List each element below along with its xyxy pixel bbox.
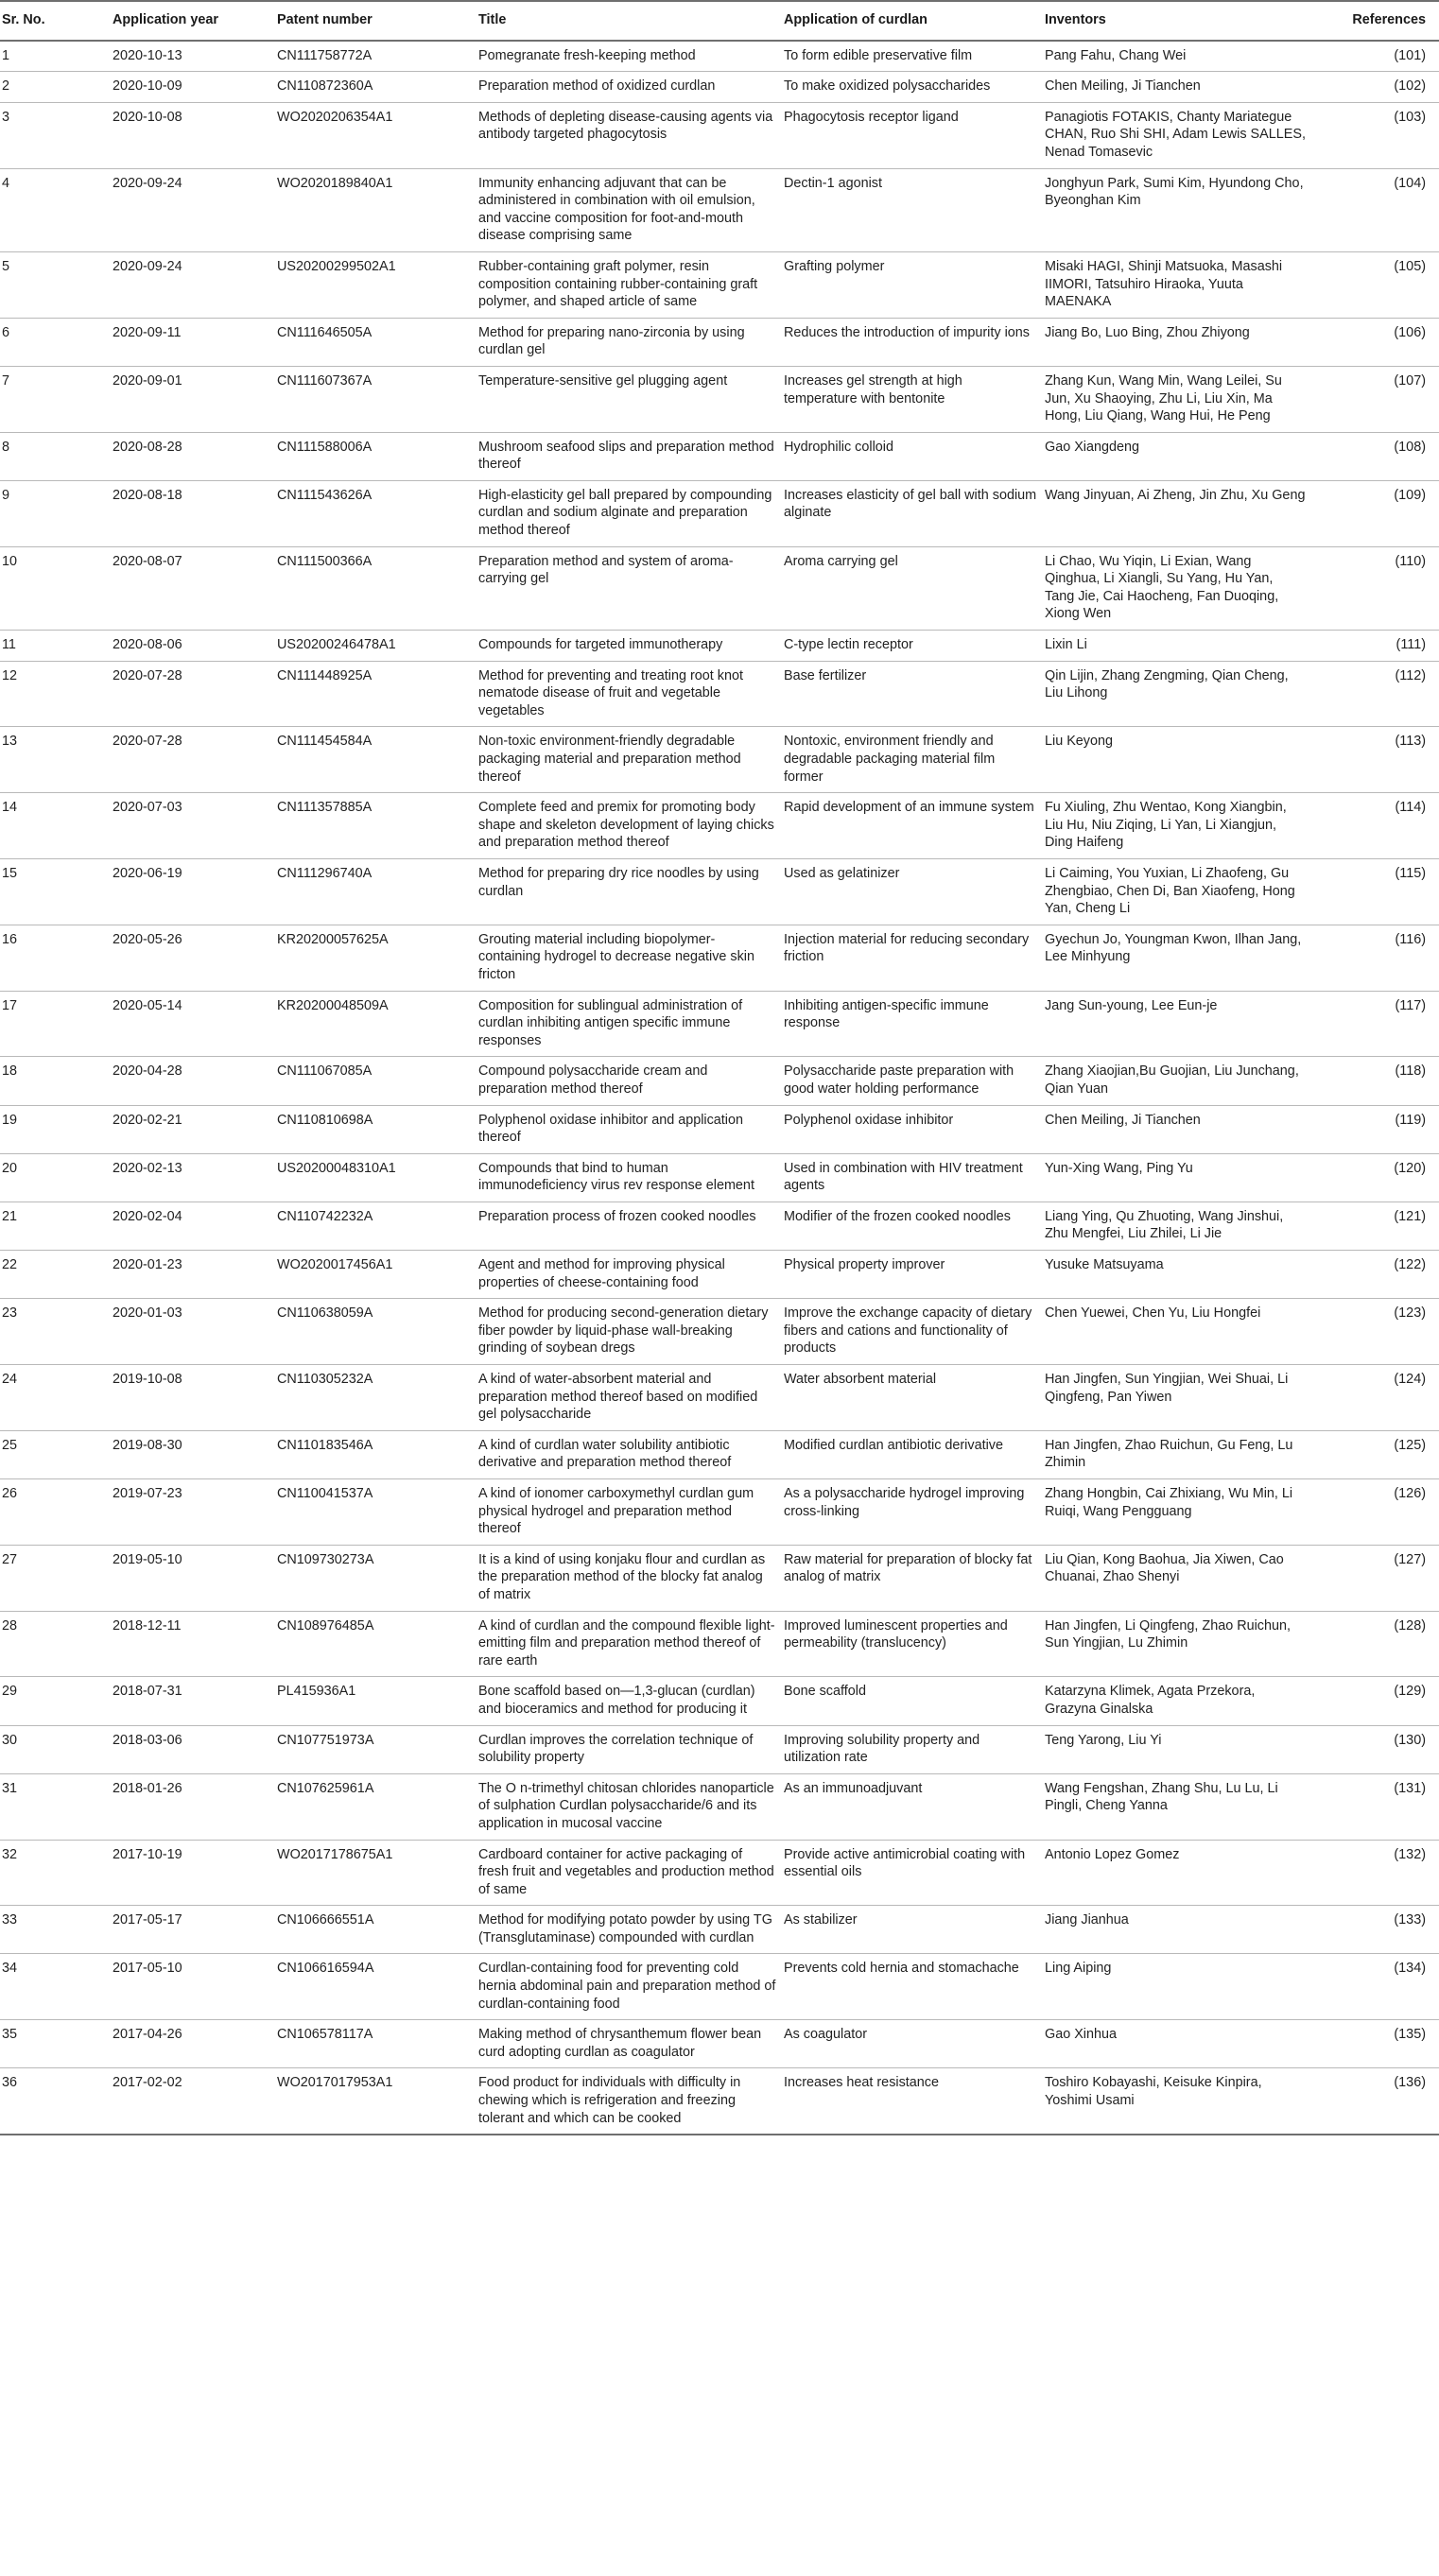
cell-application-year: 2020-08-28	[109, 432, 273, 480]
cell-inventors: Yusuke Matsuyama	[1041, 1251, 1309, 1299]
cell-application-year: 2020-10-13	[109, 41, 273, 72]
cell-title: Curdlan improves the correlation technique of solubility property	[475, 1725, 780, 1773]
cell-inventors: Misaki HAGI, Shinji Matsuoka, Masashi IIMORI, Tatsuhiro Hiraoka, Yuuta MAENAKA	[1041, 251, 1309, 318]
cell-application: Polysaccharide paste preparation with good water holding performance	[780, 1057, 1041, 1105]
cell-inventors: Pang Fahu, Chang Wei	[1041, 41, 1309, 72]
cell-application-year: 2020-09-11	[109, 318, 273, 366]
cell-inventors: Zhang Hongbin, Cai Zhixiang, Wu Min, Li Ruiqi, Wang Pengguang	[1041, 1479, 1309, 1546]
cell-patent-number: CN111454584A	[273, 727, 475, 793]
cell-title: Complete feed and premix for promoting body shape and skeleton development of laying chicks and preparation method thereof	[475, 793, 780, 859]
cell-application-year: 2020-02-04	[109, 1202, 273, 1250]
cell-reference: (134)	[1309, 1954, 1439, 2020]
cell-reference: (133)	[1309, 1906, 1439, 1954]
cell-application-year: 2020-09-24	[109, 251, 273, 318]
cell-application-year: 2020-05-26	[109, 925, 273, 991]
cell-application: Modified curdlan antibiotic derivative	[780, 1430, 1041, 1478]
cell-patent-number: CN110041537A	[273, 1479, 475, 1546]
cell-patent-number: CN111357885A	[273, 793, 475, 859]
cell-title: Composition for sublingual administration of curdlan inhibiting antigen specific immune responses	[475, 991, 780, 1057]
cell-application: To form edible preservative film	[780, 41, 1041, 72]
cell-inventors: Jiang Bo, Luo Bing, Zhou Zhiyong	[1041, 318, 1309, 366]
cell-application-year: 2020-09-01	[109, 366, 273, 432]
cell-application: Phagocytosis receptor ligand	[780, 102, 1041, 168]
cell-application-year: 2020-01-23	[109, 1251, 273, 1299]
cell-inventors: Ling Aiping	[1041, 1954, 1309, 2020]
cell-application-year: 2018-12-11	[109, 1611, 273, 1677]
cell-title: Method for modifying potato powder by using TG (Transglutaminase) compounded with curdlan	[475, 1906, 780, 1954]
cell-title: Compounds that bind to human immunodeficiency virus rev response element	[475, 1153, 780, 1202]
cell-application-year: 2017-02-02	[109, 2068, 273, 2135]
cell-sr-no: 33	[0, 1906, 109, 1954]
header-inventors: Inventors	[1041, 1, 1309, 41]
cell-inventors: Teng Yarong, Liu Yi	[1041, 1725, 1309, 1773]
cell-application: Improved luminescent properties and permeability (translucency)	[780, 1611, 1041, 1677]
cell-inventors: Han Jingfen, Li Qingfeng, Zhao Ruichun, Sun Yingjian, Lu Zhimin	[1041, 1611, 1309, 1677]
table-row	[0, 1906, 1439, 1954]
table-row	[0, 925, 1439, 991]
cell-title: Compounds for targeted immunotherapy	[475, 631, 780, 662]
cell-reference: (109)	[1309, 480, 1439, 546]
cell-inventors: Jiang Jianhua	[1041, 1906, 1309, 1954]
cell-application: Used as gelatinizer	[780, 858, 1041, 925]
cell-sr-no: 35	[0, 2020, 109, 2068]
cell-title: Preparation process of frozen cooked noodles	[475, 1202, 780, 1250]
cell-reference: (129)	[1309, 1677, 1439, 1725]
table-row	[0, 251, 1439, 318]
cell-sr-no: 19	[0, 1105, 109, 1153]
cell-title: High-elasticity gel ball prepared by compounding curdlan and sodium alginate and preparation method thereof	[475, 480, 780, 546]
cell-application: Base fertilizer	[780, 661, 1041, 727]
table-row	[0, 1299, 1439, 1365]
cell-sr-no: 31	[0, 1773, 109, 1840]
cell-sr-no: 20	[0, 1153, 109, 1202]
cell-title: Method for preventing and treating root knot nematode disease of fruit and vegetable vegetables	[475, 661, 780, 727]
cell-title: Curdlan-containing food for preventing cold hernia abdominal pain and preparation method of curdlan-containing food	[475, 1954, 780, 2020]
cell-patent-number: CN111646505A	[273, 318, 475, 366]
cell-title: Grouting material including biopolymer-containing hydrogel to decrease negative skin fricton	[475, 925, 780, 991]
cell-patent-number: CN111296740A	[273, 858, 475, 925]
table-row	[0, 1479, 1439, 1546]
cell-patent-number: CN107751973A	[273, 1725, 475, 1773]
cell-inventors: Liu Qian, Kong Baohua, Jia Xiwen, Cao Chuanai, Zhao Shenyi	[1041, 1545, 1309, 1611]
cell-reference: (103)	[1309, 102, 1439, 168]
cell-sr-no: 7	[0, 366, 109, 432]
table-row	[0, 480, 1439, 546]
header-sr-no: Sr. No.	[0, 1, 109, 41]
cell-application: Grafting polymer	[780, 251, 1041, 318]
cell-patent-number: CN108976485A	[273, 1611, 475, 1677]
cell-application: Provide active antimicrobial coating with essential oils	[780, 1840, 1041, 1906]
cell-patent-number: KR20200057625A	[273, 925, 475, 991]
table-row	[0, 168, 1439, 251]
cell-reference: (126)	[1309, 1479, 1439, 1546]
cell-reference: (135)	[1309, 2020, 1439, 2068]
cell-application: Injection material for reducing secondary friction	[780, 925, 1041, 991]
cell-reference: (112)	[1309, 661, 1439, 727]
table-row	[0, 318, 1439, 366]
cell-reference: (113)	[1309, 727, 1439, 793]
cell-application: Modifier of the frozen cooked noodles	[780, 1202, 1041, 1250]
cell-patent-number: CN109730273A	[273, 1545, 475, 1611]
cell-application: Physical property improver	[780, 1251, 1041, 1299]
cell-title: Bone scaffold based on—1,3-glucan (curdlan) and bioceramics and method for producing it	[475, 1677, 780, 1725]
cell-reference: (123)	[1309, 1299, 1439, 1365]
cell-application-year: 2020-02-13	[109, 1153, 273, 1202]
cell-application: Dectin-1 agonist	[780, 168, 1041, 251]
cell-title: Method for preparing nano-zirconia by using curdlan gel	[475, 318, 780, 366]
cell-application: As a polysaccharide hydrogel improving cross-linking	[780, 1479, 1041, 1546]
cell-sr-no: 3	[0, 102, 109, 168]
cell-patent-number: KR20200048509A	[273, 991, 475, 1057]
cell-application-year: 2017-04-26	[109, 2020, 273, 2068]
cell-patent-number: PL415936A1	[273, 1677, 475, 1725]
cell-sr-no: 9	[0, 480, 109, 546]
table-row	[0, 1725, 1439, 1773]
cell-patent-number: CN111607367A	[273, 366, 475, 432]
table-row	[0, 727, 1439, 793]
cell-application-year: 2020-09-24	[109, 168, 273, 251]
cell-inventors: Gao Xinhua	[1041, 2020, 1309, 2068]
cell-patent-number: CN107625961A	[273, 1773, 475, 1840]
cell-application: Water absorbent material	[780, 1365, 1041, 1431]
table-row	[0, 661, 1439, 727]
cell-sr-no: 26	[0, 1479, 109, 1546]
cell-application: Increases heat resistance	[780, 2068, 1041, 2135]
cell-title: A kind of curdlan water solubility antibiotic derivative and preparation method thereof	[475, 1430, 780, 1478]
cell-application: Improve the exchange capacity of dietary fibers and cations and functionality of products	[780, 1299, 1041, 1365]
cell-inventors: Gyechun Jo, Youngman Kwon, Ilhan Jang, Lee Minhyung	[1041, 925, 1309, 991]
cell-patent-number: CN110638059A	[273, 1299, 475, 1365]
cell-application-year: 2020-10-09	[109, 72, 273, 103]
cell-application: As coagulator	[780, 2020, 1041, 2068]
cell-reference: (115)	[1309, 858, 1439, 925]
cell-reference: (125)	[1309, 1430, 1439, 1478]
cell-patent-number: CN110810698A	[273, 1105, 475, 1153]
cell-application: Hydrophilic colloid	[780, 432, 1041, 480]
cell-inventors: Chen Yuewei, Chen Yu, Liu Hongfei	[1041, 1299, 1309, 1365]
cell-application-year: 2017-10-19	[109, 1840, 273, 1906]
cell-sr-no: 28	[0, 1611, 109, 1677]
table-row	[0, 1365, 1439, 1431]
table-row	[0, 1251, 1439, 1299]
cell-reference: (106)	[1309, 318, 1439, 366]
cell-application-year: 2018-03-06	[109, 1725, 273, 1773]
cell-reference: (107)	[1309, 366, 1439, 432]
cell-application-year: 2017-05-10	[109, 1954, 273, 2020]
cell-inventors: Liu Keyong	[1041, 727, 1309, 793]
cell-reference: (110)	[1309, 546, 1439, 630]
cell-reference: (124)	[1309, 1365, 1439, 1431]
cell-reference: (131)	[1309, 1773, 1439, 1840]
cell-application: To make oxidized polysaccharides	[780, 72, 1041, 103]
cell-application: As stabilizer	[780, 1906, 1041, 1954]
cell-sr-no: 25	[0, 1430, 109, 1478]
cell-sr-no: 10	[0, 546, 109, 630]
cell-application-year: 2019-10-08	[109, 1365, 273, 1431]
cell-title: Method for preparing dry rice noodles by using curdlan	[475, 858, 780, 925]
cell-reference: (130)	[1309, 1725, 1439, 1773]
cell-application-year: 2020-07-28	[109, 661, 273, 727]
cell-sr-no: 34	[0, 1954, 109, 2020]
table-row	[0, 2020, 1439, 2068]
table-row	[0, 41, 1439, 72]
cell-reference: (122)	[1309, 1251, 1439, 1299]
table-row	[0, 102, 1439, 168]
cell-title: The O n-trimethyl chitosan chlorides nanoparticle of sulphation Curdlan polysaccharide/6 and its application in mucosal vaccine	[475, 1773, 780, 1840]
cell-patent-number: CN106666551A	[273, 1906, 475, 1954]
table-row	[0, 793, 1439, 859]
cell-inventors: Chen Meiling, Ji Tianchen	[1041, 1105, 1309, 1153]
header-title: Title	[475, 1, 780, 41]
cell-reference: (121)	[1309, 1202, 1439, 1250]
cell-title: Rubber-containing graft polymer, resin composition containing rubber-containing graft polymer, and shaped article of same	[475, 251, 780, 318]
cell-patent-number: CN110742232A	[273, 1202, 475, 1250]
table-row	[0, 1611, 1439, 1677]
cell-title: A kind of water-absorbent material and preparation method thereof based on modified gel polysaccharide	[475, 1365, 780, 1431]
cell-application: Improving solubility property and utilization rate	[780, 1725, 1041, 1773]
table-row	[0, 72, 1439, 103]
cell-application: Reduces the introduction of impurity ions	[780, 318, 1041, 366]
table-row	[0, 1677, 1439, 1725]
table-row	[0, 366, 1439, 432]
cell-sr-no: 32	[0, 1840, 109, 1906]
cell-title: A kind of curdlan and the compound flexible light-emitting film and preparation method thereof of rare earth	[475, 1611, 780, 1677]
cell-patent-number: CN111448925A	[273, 661, 475, 727]
cell-application-year: 2019-05-10	[109, 1545, 273, 1611]
cell-application-year: 2019-07-23	[109, 1479, 273, 1546]
cell-sr-no: 16	[0, 925, 109, 991]
cell-inventors: Antonio Lopez Gomez	[1041, 1840, 1309, 1906]
cell-inventors: Han Jingfen, Zhao Ruichun, Gu Feng, Lu Zhimin	[1041, 1430, 1309, 1478]
header-patent-number: Patent number	[273, 1, 475, 41]
cell-inventors: Li Caiming, You Yuxian, Li Zhaofeng, Gu Zhengbiao, Chen Di, Ban Xiaofeng, Hong Yan, Cheng Li	[1041, 858, 1309, 925]
cell-application-year: 2020-06-19	[109, 858, 273, 925]
table-row	[0, 991, 1439, 1057]
cell-sr-no: 11	[0, 631, 109, 662]
cell-patent-number: CN110183546A	[273, 1430, 475, 1478]
cell-inventors: Qin Lijin, Zhang Zengming, Qian Cheng, Liu Lihong	[1041, 661, 1309, 727]
table-row	[0, 1057, 1439, 1105]
table-row	[0, 1105, 1439, 1153]
cell-reference: (117)	[1309, 991, 1439, 1057]
cell-sr-no: 4	[0, 168, 109, 251]
table-row	[0, 546, 1439, 630]
cell-application-year: 2020-08-07	[109, 546, 273, 630]
cell-patent-number: WO2017178675A1	[273, 1840, 475, 1906]
cell-patent-number: CN106616594A	[273, 1954, 475, 2020]
cell-application: Used in combination with HIV treatment agents	[780, 1153, 1041, 1202]
table-row	[0, 1202, 1439, 1250]
header-application: Application of curdlan	[780, 1, 1041, 41]
cell-sr-no: 27	[0, 1545, 109, 1611]
cell-title: Preparation method and system of aroma-carrying gel	[475, 546, 780, 630]
table-row	[0, 1954, 1439, 2020]
cell-reference: (104)	[1309, 168, 1439, 251]
cell-title: Compound polysaccharide cream and preparation method thereof	[475, 1057, 780, 1105]
cell-inventors: Wang Fengshan, Zhang Shu, Lu Lu, Li Pingli, Cheng Yanna	[1041, 1773, 1309, 1840]
cell-sr-no: 5	[0, 251, 109, 318]
cell-inventors: Fu Xiuling, Zhu Wentao, Kong Xiangbin, Liu Hu, Niu Ziqing, Li Yan, Li Xiangjun, Ding Haifeng	[1041, 793, 1309, 859]
cell-patent-number: CN111543626A	[273, 480, 475, 546]
cell-title: Making method of chrysanthemum flower bean curd adopting curdlan as coagulator	[475, 2020, 780, 2068]
cell-patent-number: US20200048310A1	[273, 1153, 475, 1202]
cell-reference: (102)	[1309, 72, 1439, 103]
cell-application-year: 2020-01-03	[109, 1299, 273, 1365]
cell-sr-no: 12	[0, 661, 109, 727]
cell-inventors: Wang Jinyuan, Ai Zheng, Jin Zhu, Xu Geng	[1041, 480, 1309, 546]
cell-patent-number: WO2020017456A1	[273, 1251, 475, 1299]
cell-sr-no: 1	[0, 41, 109, 72]
cell-application-year: 2017-05-17	[109, 1906, 273, 1954]
cell-application: Polyphenol oxidase inhibitor	[780, 1105, 1041, 1153]
cell-reference: (105)	[1309, 251, 1439, 318]
cell-inventors: Toshiro Kobayashi, Keisuke Kinpira, Yoshimi Usami	[1041, 2068, 1309, 2135]
header-references: References	[1309, 1, 1439, 41]
cell-inventors: Lixin Li	[1041, 631, 1309, 662]
cell-inventors: Liang Ying, Qu Zhuoting, Wang Jinshui, Zhu Mengfei, Liu Zhilei, Li Jie	[1041, 1202, 1309, 1250]
cell-application: Aroma carrying gel	[780, 546, 1041, 630]
table-row	[0, 631, 1439, 662]
cell-patent-number: WO2020189840A1	[273, 168, 475, 251]
table-row	[0, 858, 1439, 925]
cell-patent-number: CN110305232A	[273, 1365, 475, 1431]
cell-patent-number: CN106578117A	[273, 2020, 475, 2068]
cell-patent-number: CN111758772A	[273, 41, 475, 72]
cell-sr-no: 21	[0, 1202, 109, 1250]
cell-patent-number: WO2020206354A1	[273, 102, 475, 168]
header-application-year: Application year	[109, 1, 273, 41]
cell-sr-no: 17	[0, 991, 109, 1057]
cell-application-year: 2020-08-18	[109, 480, 273, 546]
table-row	[0, 1430, 1439, 1478]
cell-patent-number: WO2017017953A1	[273, 2068, 475, 2135]
cell-sr-no: 18	[0, 1057, 109, 1105]
cell-application: Increases gel strength at high temperature with bentonite	[780, 366, 1041, 432]
cell-application-year: 2020-08-06	[109, 631, 273, 662]
cell-application-year: 2020-02-21	[109, 1105, 273, 1153]
cell-application: Inhibiting antigen-specific immune response	[780, 991, 1041, 1057]
cell-reference: (132)	[1309, 1840, 1439, 1906]
cell-title: Temperature-sensitive gel plugging agent	[475, 366, 780, 432]
cell-inventors: Gao Xiangdeng	[1041, 432, 1309, 480]
cell-application-year: 2018-01-26	[109, 1773, 273, 1840]
cell-application: Bone scaffold	[780, 1677, 1041, 1725]
cell-title: Immunity enhancing adjuvant that can be administered in combination with oil emulsion, and vaccine composition for foot-and-mouth disease comprising same	[475, 168, 780, 251]
cell-reference: (114)	[1309, 793, 1439, 859]
cell-application: Increases elasticity of gel ball with sodium alginate	[780, 480, 1041, 546]
cell-inventors: Jonghyun Park, Sumi Kim, Hyundong Cho, Byeonghan Kim	[1041, 168, 1309, 251]
cell-reference: (128)	[1309, 1611, 1439, 1677]
cell-sr-no: 24	[0, 1365, 109, 1431]
cell-patent-number: CN110872360A	[273, 72, 475, 103]
cell-sr-no: 13	[0, 727, 109, 793]
cell-inventors: Katarzyna Klimek, Agata Przekora, Grazyna Ginalska	[1041, 1677, 1309, 1725]
cell-sr-no: 14	[0, 793, 109, 859]
table-body	[0, 41, 1439, 2135]
cell-title: Polyphenol oxidase inhibitor and application thereof	[475, 1105, 780, 1153]
table-row	[0, 1773, 1439, 1840]
cell-title: Non-toxic environment-friendly degradable packaging material and preparation method thereof	[475, 727, 780, 793]
cell-application: Rapid development of an immune system	[780, 793, 1041, 859]
cell-patent-number: CN111588006A	[273, 432, 475, 480]
cell-application-year: 2020-04-28	[109, 1057, 273, 1105]
table-row	[0, 1153, 1439, 1202]
cell-reference: (111)	[1309, 631, 1439, 662]
cell-reference: (101)	[1309, 41, 1439, 72]
table-row	[0, 1545, 1439, 1611]
cell-sr-no: 29	[0, 1677, 109, 1725]
cell-application-year: 2018-07-31	[109, 1677, 273, 1725]
cell-application-year: 2020-07-03	[109, 793, 273, 859]
cell-reference: (136)	[1309, 2068, 1439, 2135]
cell-title: Mushroom seafood slips and preparation method thereof	[475, 432, 780, 480]
cell-sr-no: 15	[0, 858, 109, 925]
cell-sr-no: 23	[0, 1299, 109, 1365]
table-row	[0, 1840, 1439, 1906]
cell-inventors: Yun-Xing Wang, Ping Yu	[1041, 1153, 1309, 1202]
cell-inventors: Panagiotis FOTAKIS, Chanty Mariategue CHAN, Ruo Shi SHI, Adam Lewis SALLES, Nenad Tomasevic	[1041, 102, 1309, 168]
cell-application: Prevents cold hernia and stomachache	[780, 1954, 1041, 2020]
cell-title: It is a kind of using konjaku flour and curdlan as the preparation method of the blocky fat analog of matrix	[475, 1545, 780, 1611]
cell-title: Pomegranate fresh-keeping method	[475, 41, 780, 72]
cell-application: Nontoxic, environment friendly and degradable packaging material film former	[780, 727, 1041, 793]
cell-inventors: Zhang Xiaojian,Bu Guojian, Liu Junchang, Qian Yuan	[1041, 1057, 1309, 1105]
table-row	[0, 432, 1439, 480]
cell-application-year: 2020-10-08	[109, 102, 273, 168]
cell-application: C-type lectin receptor	[780, 631, 1041, 662]
cell-inventors: Zhang Kun, Wang Min, Wang Leilei, Su Jun, Xu Shaoying, Zhu Li, Liu Xin, Ma Hong, Liu Qiang, Wang Hui, He Peng	[1041, 366, 1309, 432]
cell-inventors: Li Chao, Wu Yiqin, Li Exian, Wang Qinghua, Li Xiangli, Su Yang, Hu Yan, Tang Jie, Cai Haocheng, Fan Duoqing, Xiong Wen	[1041, 546, 1309, 630]
cell-patent-number: US20200299502A1	[273, 251, 475, 318]
table-header	[0, 1, 1439, 41]
cell-application-year: 2019-08-30	[109, 1430, 273, 1478]
cell-inventors: Jang Sun-young, Lee Eun-je	[1041, 991, 1309, 1057]
cell-application-year: 2020-07-28	[109, 727, 273, 793]
cell-reference: (116)	[1309, 925, 1439, 991]
cell-reference: (118)	[1309, 1057, 1439, 1105]
cell-title: Food product for individuals with difficulty in chewing which is refrigeration and freezing tolerant and which can be cooked	[475, 2068, 780, 2135]
cell-sr-no: 6	[0, 318, 109, 366]
cell-title: Method for producing second-generation dietary fiber powder by liquid-phase wall-breaking grinding of soybean dregs	[475, 1299, 780, 1365]
cell-application: Raw material for preparation of blocky fat analog of matrix	[780, 1545, 1041, 1611]
cell-sr-no: 8	[0, 432, 109, 480]
cell-reference: (127)	[1309, 1545, 1439, 1611]
cell-sr-no: 30	[0, 1725, 109, 1773]
cell-application-year: 2020-05-14	[109, 991, 273, 1057]
cell-title: A kind of ionomer carboxymethyl curdlan gum physical hydrogel and preparation method thereof	[475, 1479, 780, 1546]
cell-title: Preparation method of oxidized curdlan	[475, 72, 780, 103]
cell-sr-no: 22	[0, 1251, 109, 1299]
cell-sr-no: 2	[0, 72, 109, 103]
cell-inventors: Chen Meiling, Ji Tianchen	[1041, 72, 1309, 103]
cell-reference: (108)	[1309, 432, 1439, 480]
header-row	[0, 1, 1439, 41]
cell-title: Methods of depleting disease-causing agents via antibody targeted phagocytosis	[475, 102, 780, 168]
cell-patent-number: US20200246478A1	[273, 631, 475, 662]
cell-title: Cardboard container for active packaging of fresh fruit and vegetables and production method of same	[475, 1840, 780, 1906]
cell-inventors: Han Jingfen, Sun Yingjian, Wei Shuai, Li Qingfeng, Pan Yiwen	[1041, 1365, 1309, 1431]
cell-patent-number: CN111500366A	[273, 546, 475, 630]
cell-reference: (119)	[1309, 1105, 1439, 1153]
table-row	[0, 2068, 1439, 2135]
cell-application: As an immunoadjuvant	[780, 1773, 1041, 1840]
cell-title: Agent and method for improving physical properties of cheese-containing food	[475, 1251, 780, 1299]
cell-sr-no: 36	[0, 2068, 109, 2135]
cell-reference: (120)	[1309, 1153, 1439, 1202]
cell-patent-number: CN111067085A	[273, 1057, 475, 1105]
